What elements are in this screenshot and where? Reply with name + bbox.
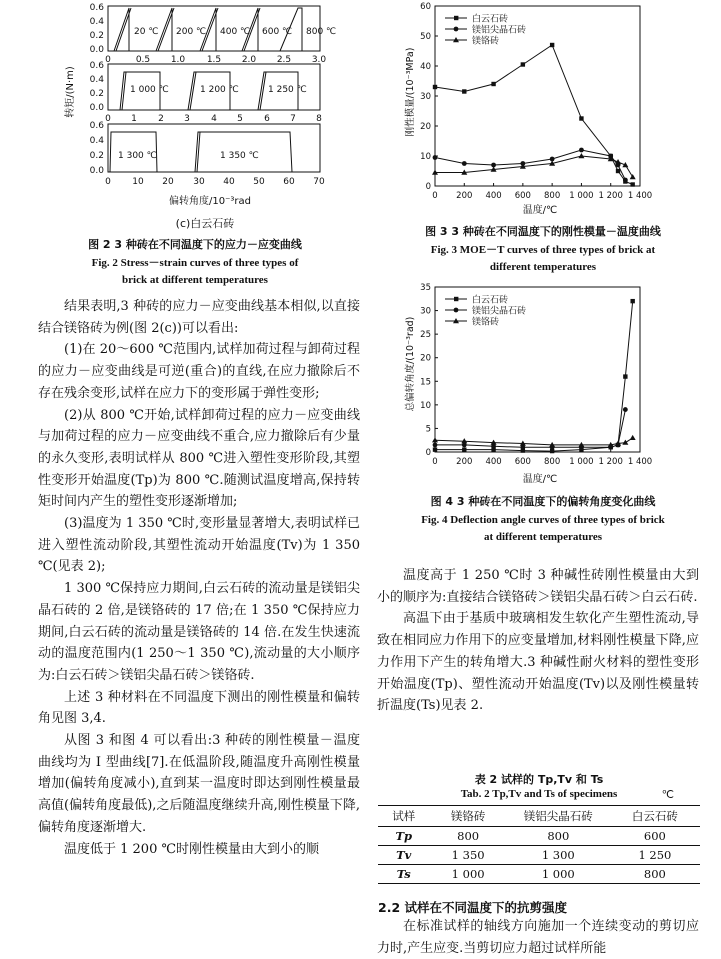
- x-tick-label: 400: [485, 457, 502, 467]
- table2-caption-cn: 表 2 试样的 Tp,Tv 和 Ts: [474, 773, 604, 786]
- data-point: [630, 174, 636, 179]
- p3-ytick: 0.2: [89, 151, 104, 161]
- p1-ytick: 0.4: [89, 17, 104, 27]
- table-row: [378, 846, 700, 865]
- section-heading: 2.2 试样在不同温度下的抗剪强度: [378, 900, 567, 915]
- p3-label-1350: 1 350 ℃: [220, 151, 259, 161]
- legend-marker: [454, 308, 459, 313]
- data-point: [433, 447, 437, 451]
- data-point: [433, 155, 438, 160]
- data-point: [433, 85, 437, 89]
- p3-xtick: 10: [132, 177, 144, 187]
- x-tick-label: 600: [514, 191, 531, 201]
- p1-label-400: 400 ℃: [220, 27, 251, 37]
- fig2-subcaption: (c)白云石砖: [175, 217, 235, 230]
- p1-xtick: 1.0: [170, 55, 186, 65]
- p3-xtick: 40: [223, 177, 235, 187]
- y-tick-label: 15: [420, 377, 431, 388]
- x-tick-label: 200: [456, 457, 473, 467]
- table-row: [378, 827, 700, 846]
- p3-xtick: 30: [193, 177, 205, 187]
- table2-caption-en: Tab. 2 Tp,Tv and Ts of specimens: [460, 788, 618, 800]
- fig4-caption-en: [378, 512, 708, 546]
- data-point: [491, 82, 495, 86]
- data-point: [550, 43, 554, 47]
- fig3-caption-cn: 图 3 3 种砖在不同温度下的刚性模量－温度曲线: [425, 225, 661, 238]
- p2-xtick: 3: [184, 114, 190, 124]
- right-text-column: [377, 565, 699, 717]
- paragraph: 温度低于 1 200 ℃时刚性模量由大到小的顺: [64, 841, 320, 857]
- p3-xtick: 0: [105, 177, 111, 187]
- p1-xtick: 0.5: [135, 55, 151, 65]
- p1-label-20: 20 ℃: [134, 27, 159, 37]
- paragraph: 高温下由于基质中玻璃相发生软化产生塑性流动,导致在相同应力作用下的应变量增加,材料刚性模量下降,应力作用下产生的转角增大.3 种碱性耐火材料的塑性变形开始温度(Tp)、塑性流动开始温度(Tv)以及刚性模量转折温度(Ts)见表 2.: [377, 611, 699, 714]
- x-tick-label: 400: [485, 191, 502, 201]
- table2-cell: 800: [643, 867, 666, 881]
- fig4-xlabel: 温度/℃: [522, 474, 558, 485]
- p1-xtick: 3.0: [311, 55, 327, 65]
- x-tick-label: 600: [514, 457, 531, 467]
- y-tick-label: 30: [420, 306, 431, 317]
- table2-cell: 1 000: [541, 867, 575, 881]
- y-tick-label: 10: [420, 152, 431, 162]
- fig2-ylabel: 转矩/(N·m): [65, 66, 76, 118]
- p2-xtick: 8: [316, 114, 322, 124]
- paragraph: (2)从 800 ℃开始,试样卸荷过程的应力－应变曲线与加荷过程的应力－应变曲线不重合,应力撤除后有少量的永久变形,表明试样从 800 ℃进入塑性变形阶段,其塑性变形开始温度(Tp)为 800 ℃.随测试温度增高,保持转矩时间内产生的塑性变形逐渐增加;: [38, 407, 360, 510]
- data-point: [623, 374, 627, 378]
- table2-header: 试样: [392, 809, 416, 823]
- fig4-caption-en-line2: at different temperatures: [483, 531, 603, 543]
- fig2-caption-en-line2: brick at different temperatures: [122, 274, 268, 286]
- y-tick-label: 20: [420, 122, 431, 132]
- p3-xtick: 60: [283, 177, 295, 187]
- p2-xtick: 7: [290, 114, 296, 124]
- p3-ytick: 0.6: [89, 121, 104, 131]
- y-tick-label: 25: [420, 330, 431, 341]
- p2-xtick: 4: [211, 114, 217, 124]
- p2-xtick: 6: [264, 114, 270, 124]
- table2-header: 白云石砖: [631, 809, 678, 823]
- data-point: [462, 89, 466, 93]
- data-point: [579, 148, 584, 153]
- data-point: [462, 447, 466, 451]
- table2-cell: 1 250: [638, 848, 672, 862]
- p2-label-1000: 1 000 ℃: [130, 85, 169, 95]
- fig2-stress-strain-chart: [60, 0, 360, 212]
- p2-xtick: 0: [105, 114, 111, 124]
- table2-cell: Ts: [396, 867, 411, 881]
- table2-header: 镁铝尖晶石砖: [523, 809, 593, 823]
- legend-label: 镁铬砖: [472, 36, 500, 47]
- p2-xtick: 2: [158, 114, 164, 124]
- fig4-deflection-chart: [395, 282, 695, 487]
- fig4-caption-en-line1: Fig. 4 Deflection angle curves of three types of brick: [421, 514, 665, 526]
- x-tick-label: 1 000: [569, 191, 594, 201]
- legend-label: 白云石砖: [472, 14, 509, 25]
- fig3-caption-en: [378, 242, 708, 276]
- y-tick-label: 0: [425, 448, 431, 458]
- data-point: [616, 169, 620, 173]
- p3-xtick: 20: [162, 177, 174, 187]
- left-text-column: [38, 296, 360, 860]
- table2-cell: 600: [643, 829, 666, 843]
- table2-unit: ℃: [661, 789, 674, 801]
- p2-label-1200: 1 200 ℃: [200, 85, 239, 95]
- p1-xtick: 2.0: [241, 55, 257, 65]
- p3-label-1300: 1 300 ℃: [118, 151, 157, 161]
- paragraph: 温度高于 1 250 ℃时 3 种碱性砖刚性模量由大到小的顺序为:直接结合镁铬砖＞镁铝尖晶石砖＞白云石砖.: [377, 568, 699, 605]
- y-tick-label: 5: [425, 424, 431, 435]
- table2-cell: 1 350: [451, 848, 485, 862]
- x-tick-label: 1 400: [627, 457, 653, 467]
- p3-xtick: 70: [313, 177, 325, 187]
- fig2-xlabel: 偏转角度/10⁻³rad: [169, 196, 251, 207]
- fig2-panel-3: [90, 121, 325, 187]
- y-tick-label: 0: [425, 182, 431, 192]
- fig2-caption-cn: 图 2 3 种砖在不同温度下的应力－应变曲线: [88, 238, 302, 251]
- data-point: [630, 182, 634, 186]
- legend-marker: [454, 16, 458, 20]
- y-tick-label: 20: [420, 353, 431, 364]
- table2-cell: 1 300: [541, 848, 575, 862]
- y-tick-label: 60: [420, 2, 431, 12]
- p1-xtick: 2.5: [276, 55, 292, 65]
- table2: [378, 805, 700, 884]
- table2-cell: 1 000: [451, 867, 485, 881]
- y-tick-label: 10: [420, 400, 431, 411]
- y-tick-label: 40: [420, 62, 431, 72]
- table2-cell: Tv: [396, 848, 412, 862]
- p1-xtick: 1.5: [206, 55, 222, 65]
- table2-header: 镁铬砖: [450, 809, 486, 823]
- fig3-xlabel: 温度/℃: [522, 205, 558, 215]
- fig3-moe-chart: [395, 0, 695, 215]
- p2-ytick: 0.2: [89, 89, 104, 99]
- x-tick-label: 1 200: [598, 457, 623, 467]
- table2-cell: Tp: [395, 829, 413, 843]
- fig2-caption-en: [30, 255, 360, 289]
- legend-marker: [454, 27, 459, 32]
- fig2-caption-en-line1: Fig. 2 Stress－strain curves of three types of: [91, 257, 299, 269]
- data-point: [623, 407, 628, 412]
- p1-ytick: 0.0: [89, 45, 104, 55]
- fig3-caption-en-line1: Fig. 3 MOE－T curves of three types of brick at: [430, 244, 656, 256]
- legend-label: 白云石砖: [472, 295, 509, 306]
- paragraph: 1 300 ℃保持应力期间,白云石砖的流动量是镁铝尖晶石砖的 2 倍,是镁铬砖的 17 倍;在 1 350 ℃保持应力期间,白云石砖的流动量是镁铬砖的 14 倍.在发生快速流动的温度范围内(1 250～1 350 ℃),流动量的大小顺序为:白云石砖＞镁铝尖晶石砖＞镁铬砖.: [38, 581, 360, 683]
- plot-frame: [435, 287, 640, 452]
- x-tick-label: 1 200: [598, 191, 623, 201]
- legend-marker: [454, 297, 458, 301]
- x-tick-label: 800: [544, 457, 561, 467]
- paragraph: 上述 3 种材料在不同温度下测出的刚性模量和偏转角见图 3,4.: [38, 689, 360, 727]
- p3-xtick: 50: [253, 177, 265, 187]
- p1-label-200: 200 ℃: [176, 27, 207, 37]
- fig3-ylabel: 刚性模量/(10⁻³MPa): [405, 47, 416, 137]
- p2-ytick: 0.6: [89, 61, 104, 71]
- data-point: [579, 116, 583, 120]
- fig4-ylabel: 总偏转角度/(10⁻³rad): [405, 316, 416, 412]
- p1-ytick: 0.6: [89, 3, 104, 13]
- paragraph: (1)在 20～600 ℃范围内,试样加荷过程与卸荷过程的应力－应变曲线是可逆(重合)的直线,在应力撤除后不存在残余变形,试样在应力下的变形属于弹性变形;: [38, 342, 360, 401]
- data-point: [462, 161, 467, 166]
- data-point: [623, 178, 628, 183]
- table2-cell: 800: [547, 829, 570, 843]
- data-point: [630, 299, 634, 303]
- legend-label: 镁铝尖晶石砖: [472, 306, 527, 317]
- p2-label-1250: 1 250 ℃: [268, 85, 307, 95]
- p1-ytick: 0.2: [89, 31, 104, 41]
- data-point: [433, 443, 438, 448]
- series-line: [435, 301, 633, 451]
- legend-label: 镁铝尖晶石砖: [472, 25, 527, 36]
- paragraph: 结果表明,3 种砖的应力－应变曲线基本相似,以直接结合镁铬砖为例(图 2(c))可以看出:: [38, 299, 360, 336]
- x-tick-label: 1 400: [627, 191, 653, 201]
- x-tick-label: 800: [544, 191, 561, 201]
- y-tick-label: 30: [420, 92, 431, 102]
- data-point: [578, 153, 584, 158]
- y-tick-label: 50: [420, 32, 431, 42]
- p1-label-800: 800 ℃: [306, 27, 337, 37]
- p3-ytick: 0.4: [89, 136, 104, 146]
- x-tick-label: 1 000: [569, 457, 594, 467]
- p2-ytick: 0.0: [89, 103, 104, 113]
- p2-xtick: 1: [131, 114, 137, 124]
- p3-ytick: 0.0: [89, 166, 104, 176]
- p2-xtick: 5: [237, 114, 243, 124]
- p2-ytick: 0.4: [89, 75, 104, 85]
- p1-xtick: 0: [105, 55, 111, 65]
- p1-label-600: 600 ℃: [262, 27, 293, 37]
- section-paragraph: 在标准试样的轴线方向施加一个连续变动的剪切应力时,产生应变.当剪切应力超过试样所能: [377, 919, 699, 956]
- data-point: [521, 62, 525, 66]
- fig2-panel-1: [90, 3, 336, 65]
- legend-label: 镁铬砖: [472, 317, 500, 328]
- x-tick-label: 0: [432, 191, 438, 201]
- fig2-panel-2: [90, 61, 322, 124]
- fig4-caption-cn: 图 4 3 种砖在不同温度下的偏转角度变化曲线: [430, 495, 656, 508]
- table2-caption-en-row: [378, 788, 700, 800]
- fig3-caption-en-line2: different temperatures: [489, 261, 597, 273]
- x-tick-label: 0: [432, 457, 438, 467]
- table2-cell: 800: [457, 829, 480, 843]
- y-tick-label: 35: [420, 283, 431, 293]
- data-point: [622, 440, 628, 445]
- table-row: [378, 865, 700, 884]
- data-point: [630, 435, 636, 440]
- paragraph: (3)温度为 1 350 ℃时,变形量显著增大,表明试样已进入塑性流动阶段,其塑性流动开始温度(Tv)为 1 350 ℃(见表 2);: [38, 516, 360, 575]
- x-tick-label: 200: [456, 191, 473, 201]
- paragraph: 从图 3 和图 4 可以看出:3 种砖的刚性模量－温度曲线均为 Ⅰ 型曲线[7].在低温阶段,随温度升高刚性模量增加(偏转角度减小),直到某一温度时即达到刚性模量最高值(偏转角度最低),之后随温度继续升高,刚性模量下降,偏转角度逐渐增大.: [38, 733, 360, 835]
